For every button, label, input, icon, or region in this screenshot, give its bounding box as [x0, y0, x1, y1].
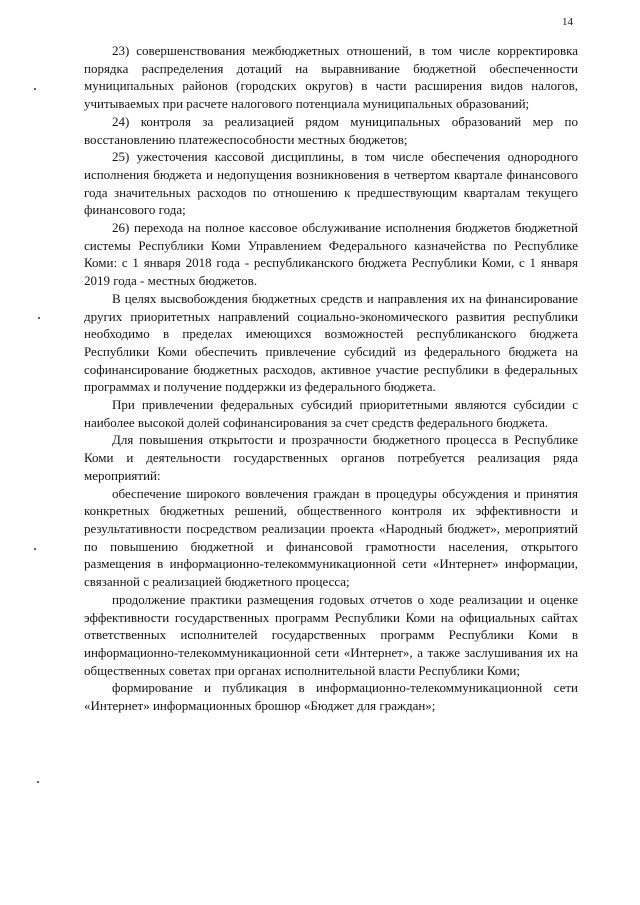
- document-body: [84, 42, 578, 715]
- paragraph: Для повышения открытости и прозрачности бюджетного процесса в Республике Коми и деятельности государственных органов потребуется реализация ряда мероприятий:: [84, 432, 578, 483]
- paragraph: обеспечение широкого вовлечения граждан в процедуры обсуждения и принятия конкретных бюджетных решений, общественного контроля их эффективности и результативности посредством реализации проекта «Народный бюджет», мероприятий по повышению бюджетной и финансовой грамотности населения, открытого размещения в информационно-телекоммуникационной сети «Интернет» информации, связанной с реализацией бюджетного процесса;: [84, 485, 578, 590]
- paragraph: формирование и публикация в информационно-телекоммуникационной сети «Интернет» информационных брошюр «Бюджет для граждан»;: [84, 680, 578, 714]
- scan-speck: [38, 317, 40, 319]
- paragraph: 23) совершенствования межбюджетных отношений, в том числе корректировка порядка распределения дотаций на выравнивание бюджетной обеспеченности муниципальных районов (городских округов) в части расширения видов налогов, учитываемых при расчете налогового потенциала муниципальных образований;: [84, 43, 578, 112]
- paragraph: продолжение практики размещения годовых отчетов о ходе реализации и оценке эффективности государственных программ Республики Коми на официальных сайтах ответственных исполнителей государственных программ Республики Коми в информационно-телекоммуникационной сети «Интернет», а также заслушивания их на общественных советах при органах исполнительной власти Республики Коми;: [84, 591, 578, 678]
- paragraph: При привлечении федеральных субсидий приоритетными являются субсидии с наиболее высокой долей софинансирования за счет средств федерального бюджета.: [84, 397, 578, 430]
- paragraph: 24) контроля за реализацией рядом муниципальных образований мер по восстановлению платежеспособности местных бюджетов;: [84, 113, 578, 147]
- scan-speck: [34, 548, 36, 550]
- page-number: 14: [562, 16, 573, 28]
- paragraph: 26) перехода на полное кассовое обслуживание исполнения бюджетов бюджетной системы Республики Коми Управлением Федерального казначейства по Республике Коми: с 1 января 2018 года - республиканского бюджета Республики Коми, с 1 января 2019 года - местных бюджетов.: [84, 220, 578, 289]
- scan-speck: [34, 88, 36, 90]
- paragraph: В целях высвобождения бюджетных средств и направления их на финансирование других приоритетных направлений социально-экономического развития республики необходимо в пределах имеющихся возможностей республиканского бюджета Республики Коми обеспечить привлечение субсидий из федерального бюджета на софинансирование бюджетных расходов, активное участие республики в федеральных программах и получение поддержки из федерального бюджета.: [84, 290, 578, 395]
- scan-speck: [37, 781, 39, 783]
- paragraph: 25) ужесточения кассовой дисциплины, в том числе обеспечения однородного исполнения бюджета и недопущения возникновения в четвертом квартале финансового года значительных расходов по отношению к предшествующим кварталам текущего финансового года;: [84, 149, 578, 218]
